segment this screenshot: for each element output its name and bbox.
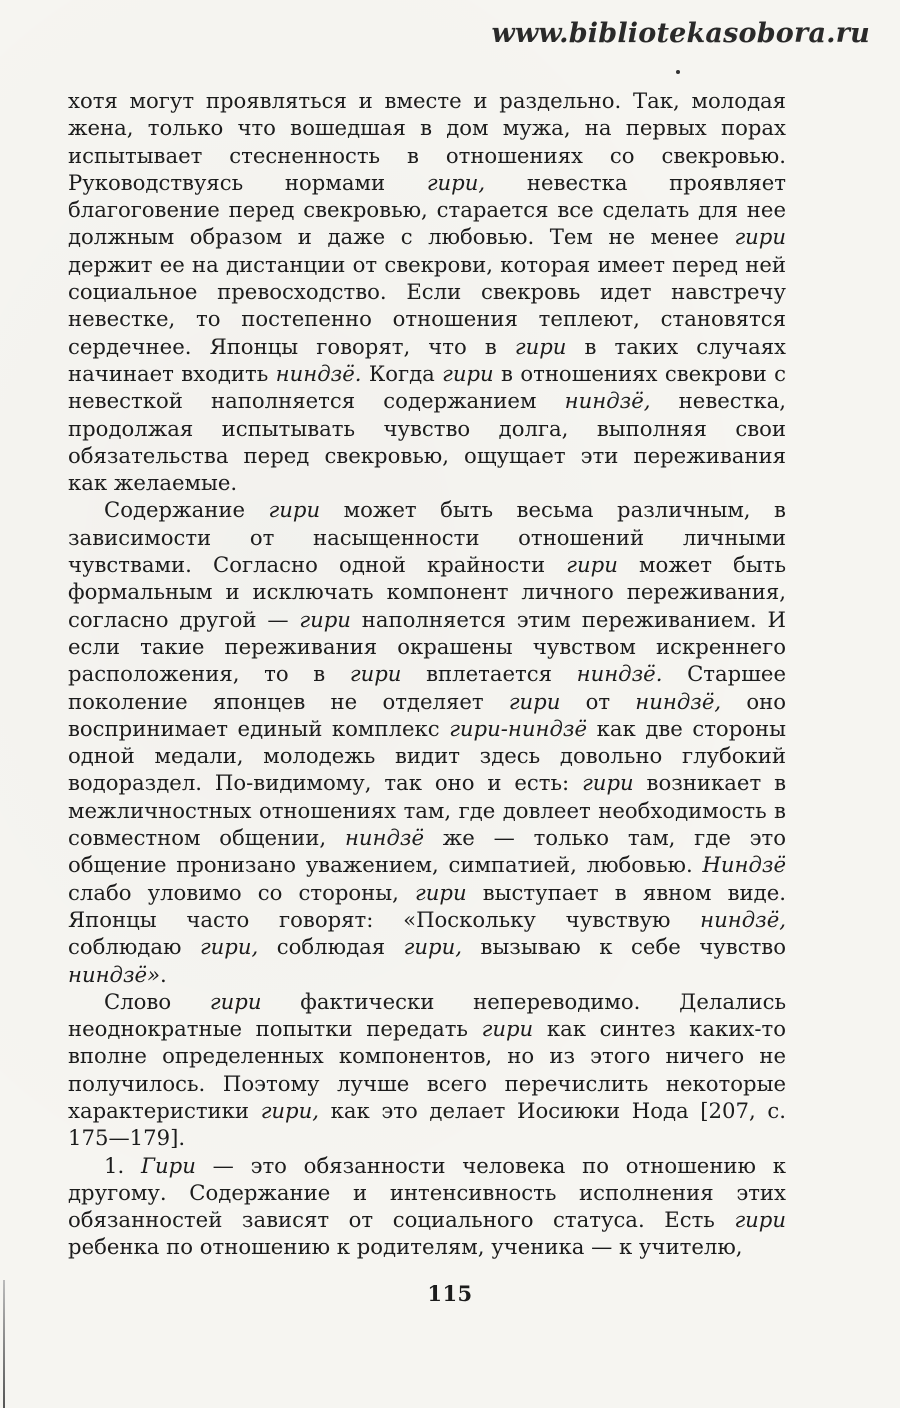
- text-run: — это обязанности человека по отношению к другому. Содержание и интенсивность исполнения этих обязанностей зависят от социального статуса. Есть: [68, 1152, 787, 1233]
- text-run: как синтез каких-то вполне определенных компонентов, но из этого ничего не получилось. Поэтому лучше всего перечислить некоторые характеристики: [68, 1016, 786, 1123]
- italic-term: ниндзё.: [576, 661, 663, 687]
- italic-term: гири: [299, 606, 351, 632]
- page-number: 115: [427, 1281, 473, 1306]
- italic-term: гири: [481, 1016, 534, 1042]
- italic-term: гири,: [426, 169, 486, 195]
- paragraph: [68, 87, 786, 496]
- text-run: как две стороны одной медали, молодежь видит здесь довольно глубокий водораздел. По-видимому, так оно и есть:: [68, 715, 786, 796]
- text-run: Содержание: [104, 497, 269, 523]
- paragraph: [68, 1152, 786, 1261]
- italic-term: гири,: [403, 934, 462, 960]
- italic-term: гири: [734, 1207, 786, 1233]
- italic-term: гири: [514, 333, 567, 359]
- italic-term: ниндзё»: [68, 961, 161, 987]
- text-run: вплетается: [401, 661, 577, 687]
- text-run: в отношениях свекрови с невесткой наполняется содержанием: [68, 360, 786, 414]
- text-run: слабо уловимо со стороны,: [68, 879, 416, 905]
- watermark-url: www.bibliotekasobora.ru: [491, 18, 870, 49]
- text-run: .: [160, 961, 167, 987]
- italic-term: Гири: [140, 1152, 196, 1178]
- italic-term: гири-ниндзё: [449, 715, 588, 741]
- text-run: в таких случаях начинает входить: [68, 333, 787, 386]
- text-run: наполняется этим переживанием. И если такие переживания окрашены чувством искреннего расположения, то в: [68, 606, 786, 687]
- italic-term: гири: [566, 552, 618, 578]
- italic-term: гири: [349, 661, 402, 687]
- italic-term: гири,: [199, 934, 259, 960]
- text-run: Старшее поколение японцев не отделяет: [68, 661, 786, 714]
- italic-term: ниндзё: [344, 825, 425, 851]
- text-run: Слово: [104, 988, 210, 1014]
- text-run: возникает в межличностных отношениях там, где довлеет необходимость в совместном общении,: [68, 770, 786, 851]
- italic-term: гири: [508, 688, 561, 714]
- body-text: [68, 87, 786, 1261]
- text-run: вызываю к себе чувство: [461, 934, 786, 960]
- paragraph: [68, 988, 786, 1152]
- text-run: оно воспринимает единый комплекс: [68, 688, 786, 741]
- text-run: от: [560, 688, 636, 714]
- italic-term: гири: [734, 224, 786, 250]
- text-run: как это делает Иосиюки Нода [207, с. 175—179].: [68, 1097, 786, 1151]
- italic-term: Ниндзё: [702, 852, 786, 878]
- text-run: 1.: [104, 1152, 141, 1178]
- italic-term: ниндзё.: [275, 360, 362, 386]
- text-run: выступает в явном виде. Японцы часто говорят: «Поскольку чувствую: [68, 879, 786, 932]
- text-run: может быть весьма различным, в зависимости от насыщенности отношений личными чувствами. Согласно одной крайности: [68, 497, 786, 578]
- italic-term: гири: [582, 770, 634, 796]
- text-run: держит ее на дистанции от свекрови, которая имеет перед ней социальное превосходство. Если свекровь идет навстречу невестке, то постепенно отношения теплеют, становятся сердечнее. Японцы говорят, что в: [68, 251, 786, 359]
- text-run: соблюдаю: [68, 934, 200, 960]
- italic-term: гири: [209, 988, 262, 1014]
- text-run: ребенка по отношению к родителям, ученика — к учителю,: [68, 1234, 743, 1260]
- text-run: невестка проявляет благоговение перед свекровью, старается все сделать для нее должным образом и даже с любовью. Тем не менее: [68, 169, 786, 250]
- italic-term: ниндзё,: [700, 906, 786, 932]
- italic-term: гири: [442, 360, 494, 386]
- scan-speck: [676, 70, 680, 74]
- text-run: же — только там, где это общение пронизано уважением, симпатией, любовью.: [68, 825, 786, 878]
- text-run: хотя могут проявляться и вместе и раздельно. Так, молодая жена, только что вошедшая в дом мужа, на первых порах испытывает стесненность в отношениях со свекровью. Руководствуясь нормами: [68, 88, 786, 195]
- italic-term: гири,: [260, 1097, 319, 1123]
- text-run: может быть формальным и исключать компонент личного переживания, согласно другой —: [68, 552, 786, 632]
- text-run: Когда: [361, 360, 443, 386]
- paragraph: [68, 496, 786, 987]
- italic-term: гири: [268, 497, 321, 523]
- italic-term: ниндзё,: [564, 388, 651, 414]
- text-run: невестка, продолжая испытывать чувство долга, выполняя свои обязательства перед свекровью, ощущает эти переживания как желаемые.: [68, 388, 787, 496]
- italic-term: ниндзё,: [635, 688, 722, 714]
- italic-term: гири: [415, 879, 467, 905]
- text-run: соблюдая: [258, 934, 404, 960]
- scan-edge-shadow: [3, 1280, 5, 1408]
- text-run: фактически непереводимо. Делались неоднократные попытки передать: [68, 988, 786, 1042]
